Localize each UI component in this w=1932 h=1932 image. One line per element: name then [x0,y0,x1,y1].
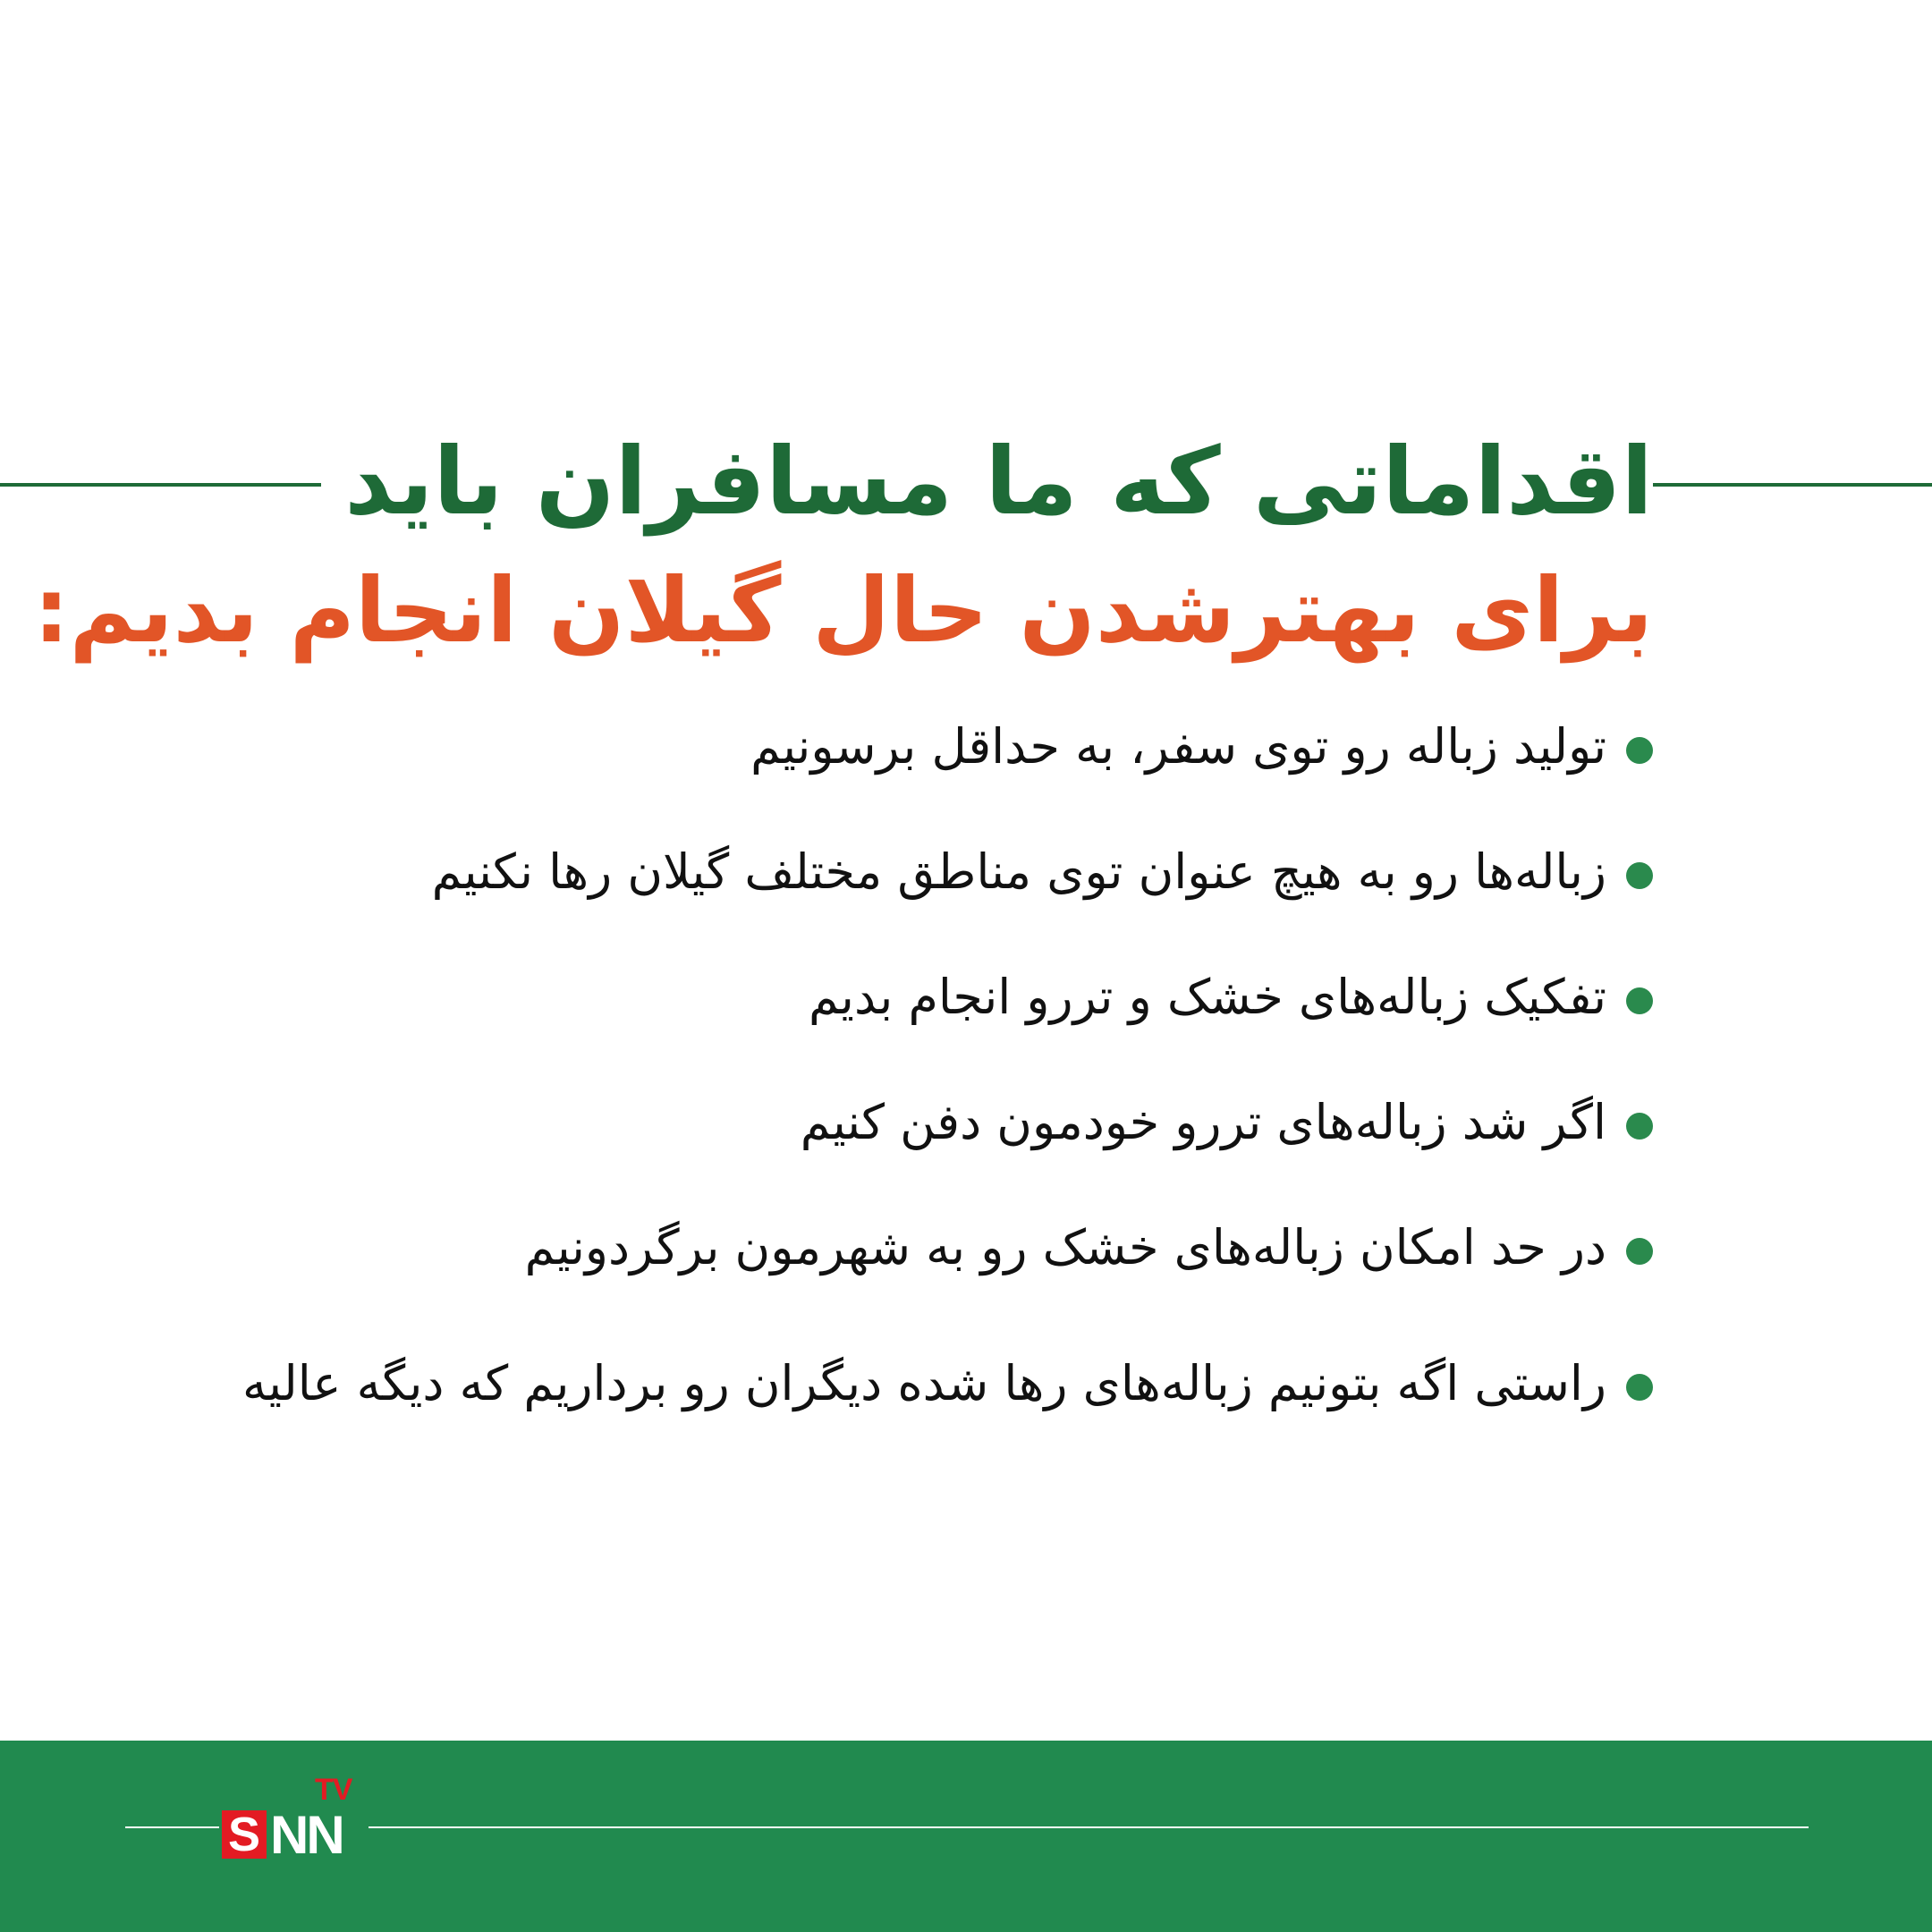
bullet-dot-icon [1626,737,1653,764]
bullet-dot-icon [1626,987,1653,1014]
title-line-2: برای بهترشدن حال گیلان انجام بدیم: [33,558,1653,663]
logo-s-text: S [227,1808,261,1861]
list-item-text: در حد امکان زباله‌های خشک رو به شهرمون برگردونیم [524,1219,1606,1275]
bullet-dot-icon [1626,862,1653,889]
bullet-dot-icon [1626,1113,1653,1140]
logo-s-box [222,1810,267,1859]
list-item [25,1352,1653,1415]
list-item-text: راستی اگه بتونیم زباله‌های رها شده دیگران رو برداریم که دیگه عالیه [242,1355,1606,1411]
title-line-1: اقداماتی که ما مسافران باید [344,427,1653,536]
bullet-dot-icon [1626,1374,1653,1401]
list-item-text: تولید زباله رو توی سفر، به حداقل برسونیم [750,718,1606,775]
footer-divider-left [125,1826,219,1828]
list-item [25,716,1653,778]
logo-tv-text: TV [315,1773,352,1807]
action-list [25,716,1653,1478]
list-item [25,1091,1653,1154]
list-item [25,841,1653,903]
snn-tv-logo [222,1775,365,1864]
list-item-text: اگر شد زباله‌های تررو خودمون دفن کنیم [800,1094,1606,1150]
list-item [25,966,1653,1029]
list-item-text: تفکیک زباله‌های خشک و تررو انجام بدیم [808,969,1606,1025]
list-item [25,1216,1653,1279]
title-line-1-container [321,410,1653,553]
list-item-text: زباله‌ها رو به هیچ عنوان توی مناطق مختلف گیلان رها نکنیم [431,843,1606,900]
logo-nn-text: NN [270,1805,343,1865]
bullet-dot-icon [1626,1238,1653,1265]
footer-bar [0,1741,1932,1932]
footer-divider-right [369,1826,1809,1828]
